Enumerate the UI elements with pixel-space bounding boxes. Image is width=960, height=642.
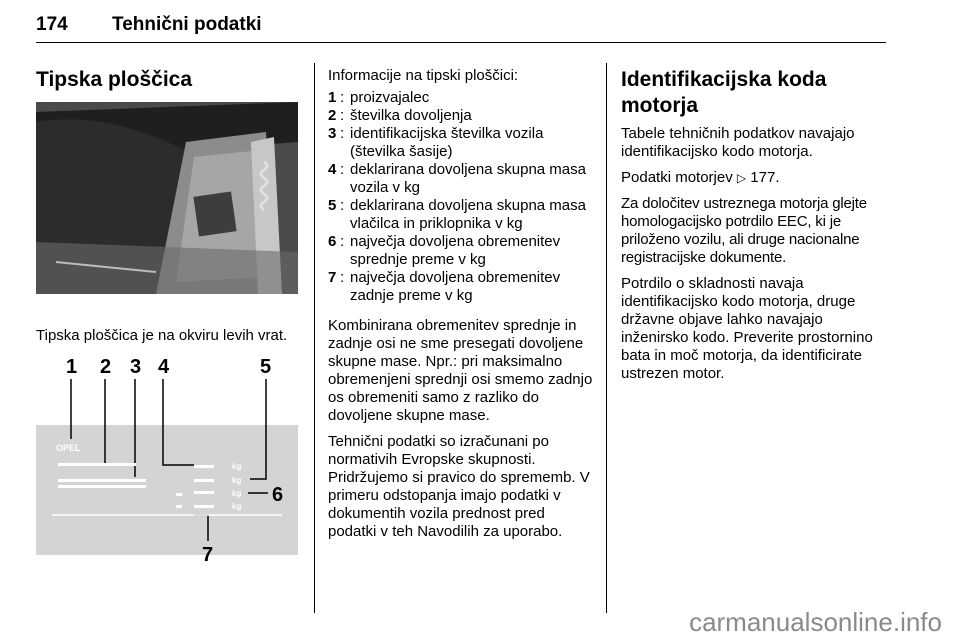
plate-unit-2: kg (232, 476, 242, 485)
paragraph-engine-code-tables: Tabele tehničnih podatkov navajajo identifikacijsko kodo motorja. (621, 125, 855, 160)
header-rule (36, 42, 886, 43)
list-item: 5 : deklarirana dovoljena skupna masa vlačilca in priklopnika v kg (328, 197, 586, 232)
plate-info-list (328, 89, 596, 305)
door-frame-illustration (36, 102, 298, 294)
callout-6: 6 (272, 484, 284, 506)
middle-column (328, 67, 596, 549)
plate-brand: OPEL (56, 443, 81, 453)
list-item: 3 : identifikacijska številka vozila (številka šasije) (328, 125, 544, 160)
callout-4: 4 (158, 356, 170, 378)
section-heading-type-plate: Tipska ploščica (36, 68, 193, 91)
column-divider-left (314, 63, 315, 613)
page-header (36, 14, 262, 36)
list-item: 6 : največja dovoljena obremenitev sprednje preme v kg (328, 233, 561, 268)
page-reference-link[interactable]: 177. (750, 169, 780, 186)
page-reference-icon: ▷ (736, 171, 747, 185)
list-item: 4 : deklarirana dovoljena skupna masa vozila v kg (328, 161, 586, 196)
callout-5: 5 (260, 356, 272, 378)
page-title: Tehnični podatki (112, 14, 262, 35)
door-frame-photo (36, 102, 298, 294)
right-column (621, 67, 887, 391)
watermark: carmanualsonline.info (689, 607, 942, 637)
paragraph-technical-data: Tehnični podatki so izračunani po normativih Evropske skupnosti. Pridržujemo si pravico do sprememb. V primeru odstopanja imajo podatki v dokumentih vozila prednost pred podatki v teh Navodilih za uporabo. (328, 433, 590, 540)
callout-1: 1 (66, 356, 78, 378)
plate-unit-3: kg (232, 489, 242, 498)
callout-2: 2 (100, 356, 112, 378)
type-plate-diagram (36, 355, 298, 565)
plate-unit-4: kg (232, 502, 242, 511)
list-item: 2 : številka dovoljenja (328, 107, 472, 124)
list-item: 7 : največja dovoljena obremenitev zadnje preme v kg (328, 269, 561, 304)
list-intro: Informacije na tipski ploščici: (328, 67, 519, 84)
paragraph-conformity: Potrdilo o skladnosti navaja identifikacijsko kodo motorja, druge državne objave lahko navajajo inženirsko kodo. Preverite prostornino bata in moč motorja, da identificirate ustrezen motor. (621, 275, 873, 382)
column-divider-right (606, 63, 607, 613)
page-number: 174 (36, 14, 68, 35)
callout-3: 3 (130, 356, 142, 378)
paragraph-engine-data-ref: Podatki motorjev ▷ 177. (621, 169, 780, 186)
photo-caption: Tipska ploščica je na okviru levih vrat. (36, 327, 288, 344)
section-heading-engine-code: Identifikacijska koda motorja (621, 68, 827, 117)
paragraph-homologation: Za določitev ustreznega motorja glejte homologacijsko potrdilo EEC, ki je priloženo vozilu, ali druge nacionalne registracijske dokumente. (621, 195, 867, 266)
type-plate-illustration (36, 355, 298, 565)
list-item: 1 : proizvajalec (328, 89, 430, 106)
paragraph-combined-load: Kombinirana obremenitev sprednje in zadnje osi ne sme presegati dovoljene skupne mase. Npr.: pri maksimalno obremenjeni sprednji osi smemo zadnjo os obremeniti samo z razliko do dovoljene skupne mase. (328, 317, 593, 424)
callout-7: 7 (202, 544, 214, 565)
plate-unit-1: kg (232, 462, 242, 471)
